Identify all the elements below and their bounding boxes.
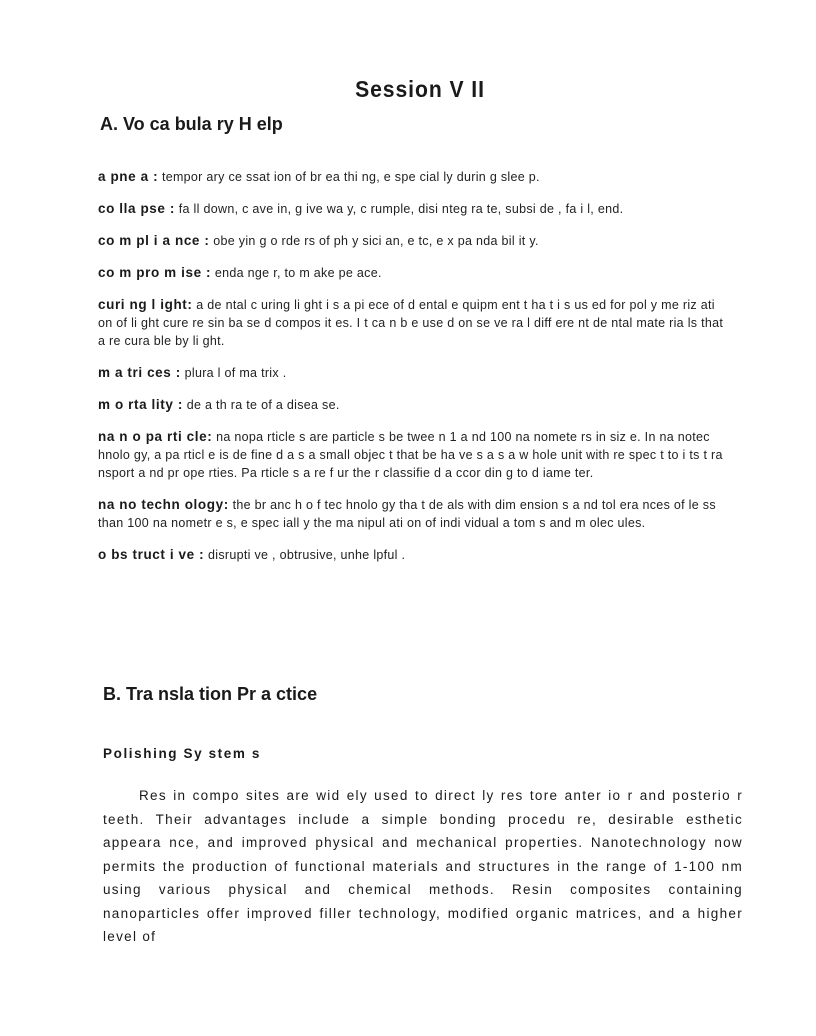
vocab-definition: de a th ra te of a disea se. [182,398,340,412]
subheading: Polishing Sy stem s [103,746,261,761]
vocab-entry [98,428,724,482]
vocab-term: co lla pse : [98,201,175,216]
vocab-entry [98,496,724,532]
vocab-entry [98,546,724,564]
vocab-definition: disrupti ve , obtrusive, unhe lpful . [204,548,406,562]
vocab-definition: na nopa rticle s are particle s be twee n 1 a nd 100 na nomete rs in siz e. In na notec hnolo gy, a pa rticl e is de fine d a s a small objec t that be ha ve s a s a w hole unit with re spec t to i ts t ra nsport a nd pr ope rties. Pa rticle s a re f ur the r classifie d a ccor din g to d iame ter. [98,430,723,480]
vocab-entry [98,200,724,218]
vocab-entry [98,264,724,282]
vocab-term: m a tri ces : [98,365,181,380]
vocabulary-list [98,168,724,578]
vocab-definition: the br anc h o f tec hnolo gy tha t de als with dim ension s a nd tol era nces of le ss than 100 na nometr e s, e spec iall y the ma nipul ati on of indi vidual a tom s and m olec ules. [98,498,716,530]
vocab-definition: enda nge r, to m ake pe ace. [211,266,382,280]
section-b-heading: B. Tra nsla tion Pr a ctice [103,684,318,704]
vocab-term: co m pl i a nce : [98,233,210,248]
vocab-term: o bs truct i ve : [98,547,205,562]
vocab-definition: obe yin g o rde rs of ph y sici an, e tc, e x pa nda bil it y. [209,234,539,248]
vocab-entry [98,296,724,350]
body-paragraph: Res in compo sites are wid ely used to direct ly res tore anter io r and posterio r teeth. Their advantages include a simple bonding procedu re, desirable esthetic appeara nce, and improved physical and mechanical properties. Nanotechnology now permits the production of functional materials and structures in the range of 1-100 nm using various physical and chemical methods. Resin composites containing nanoparticles offer improved filler technology, modified organic matrices, and a higher level of [103,788,743,944]
vocab-term: co m pro m ise : [98,265,212,280]
vocab-term: na no techn ology: [98,497,229,512]
vocab-entry [98,232,724,250]
vocab-definition: tempor ary ce ssat ion of br ea thi ng, e spe cial ly durin g slee p. [158,170,540,184]
vocab-entry [98,168,724,186]
section-a-heading: A. Vo ca bula ry H elp [100,114,283,134]
vocab-term: curi ng l ight: [98,297,193,312]
vocab-entry [98,364,724,382]
vocab-term: m o rta lity : [98,397,183,412]
vocab-definition: plura l of ma trix . [180,366,287,380]
vocab-term: na n o pa rti cle: [98,429,213,444]
vocab-definition: fa ll down, c ave in, g ive wa y, c rumple, disi nteg ra te, subsi de , fa i l, end. [174,202,624,216]
session-title: Session V II [355,76,485,102]
vocab-entry [98,396,724,414]
vocab-definition: a de ntal c uring li ght i s a pi ece of d ental e quipm ent t ha t i s us ed for pol y me riz ati on of li ght cure re sin ba se d compos it es. I t ca n b e use d on se ve ra l diff ere nt de ntal mate ria ls that a re cura ble by li ght. [98,298,724,348]
vocab-term: a pne a : [98,169,159,184]
